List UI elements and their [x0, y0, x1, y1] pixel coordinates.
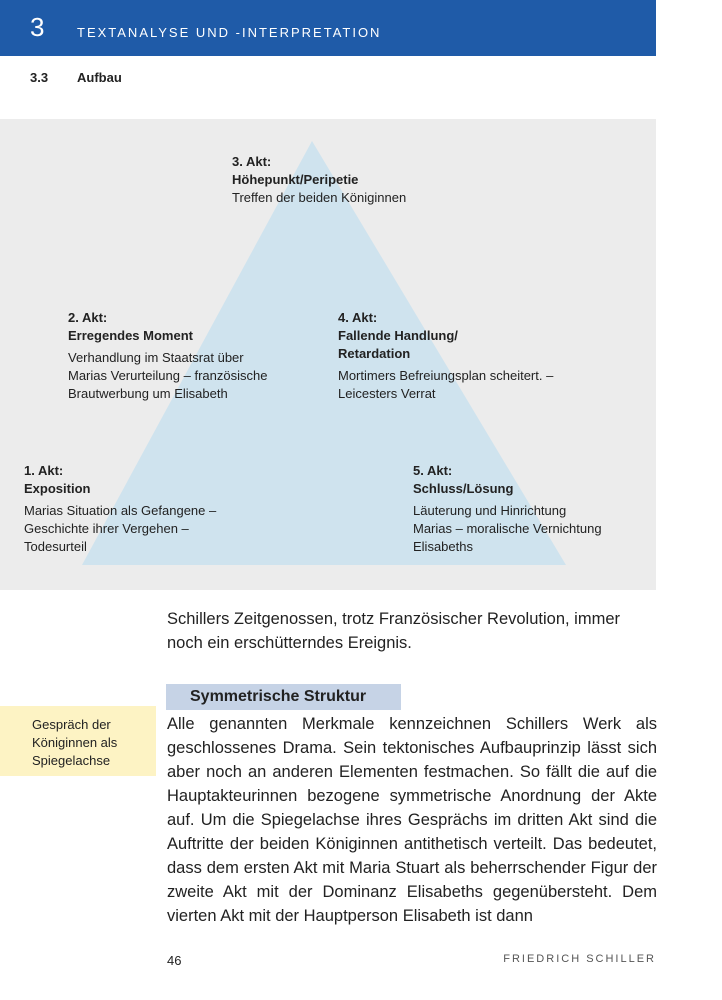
page-number: 46	[167, 953, 182, 968]
act-4-label: 4. Akt:	[338, 310, 378, 325]
act-3-block	[232, 153, 406, 207]
running-footer-title: FRIEDRICH SCHILLER	[503, 953, 656, 965]
intro-paragraph: Schillers Zeitgenossen, trotz Französischer Revolution, immer noch ein erschütterndes Ereignis.	[167, 610, 621, 652]
act-1-subtitle: Exposition	[24, 481, 91, 496]
chapter-number: 3	[30, 12, 45, 42]
act-2-description: Verhandlung im Staatsrat über Marias Verurteilung – französische Brautwerbung um Elisabeth	[68, 350, 268, 401]
chapter-header-band	[0, 0, 656, 56]
act-5-subtitle: Schluss/Lösung	[413, 481, 514, 496]
act-3-subtitle: Höhepunkt/Peripetie	[232, 172, 359, 187]
chapter-title: TEXTANALYSE UND -INTERPRETATION	[77, 25, 382, 40]
act-2-block	[68, 309, 267, 403]
act-4-subtitle: Fallende Handlung/ Retardation	[338, 328, 458, 361]
act-5-description: Läuterung und Hinrichtung Marias – moralische Vernichtung Elisabeths	[413, 503, 602, 554]
act-3-label: 3. Akt:	[232, 154, 272, 169]
act-2-label: 2. Akt:	[68, 310, 108, 325]
act-1-block	[24, 462, 216, 556]
act-5-block	[413, 462, 602, 556]
act-3-description: Treffen der beiden Königinnen	[232, 190, 407, 205]
act-4-block	[338, 309, 553, 403]
section-title: Aufbau	[77, 70, 122, 85]
main-paragraph: Alle genannten Merkmale kennzeichnen Schillers Werk als geschlossenes Drama. Sein tektonisches Aufbauprinzip lässt sich aber noch an anderen Elementen festmachen. So fällt die auf die Hauptakteurinnen bezogene symmetrische Anordnung der Akte auf. Um die Spiegelachse ihres Gesprächs im dritten Akt sind die Auftritte der beiden Königinnen antithetisch verteilt. Das bedeutet, dass dem ersten Akt mit Maria Stuart als beherrschender Figur der zweite Akt mit der Dominanz Elisabeths gegenübersteht. Dem vierten Akt mit der Hauptperson Elisabeth ist dann	[167, 715, 657, 925]
subheading-symmetrische-struktur: Symmetrische Struktur	[166, 684, 401, 710]
act-5-label: 5. Akt:	[413, 463, 453, 478]
act-1-description: Marias Situation als Gefangene – Geschichte ihrer Vergehen – Todesurteil	[24, 503, 217, 554]
act-1-label: 1. Akt:	[24, 463, 64, 478]
act-4-description: Mortimers Befreiungsplan scheitert. – Leicesters Verrat	[338, 368, 554, 401]
act-2-subtitle: Erregendes Moment	[68, 328, 193, 343]
act-structure-diagram	[0, 119, 656, 590]
margin-note: Gespräch der Königinnen als Spiegelachse	[0, 706, 156, 776]
section-number: 3.3	[30, 70, 49, 85]
